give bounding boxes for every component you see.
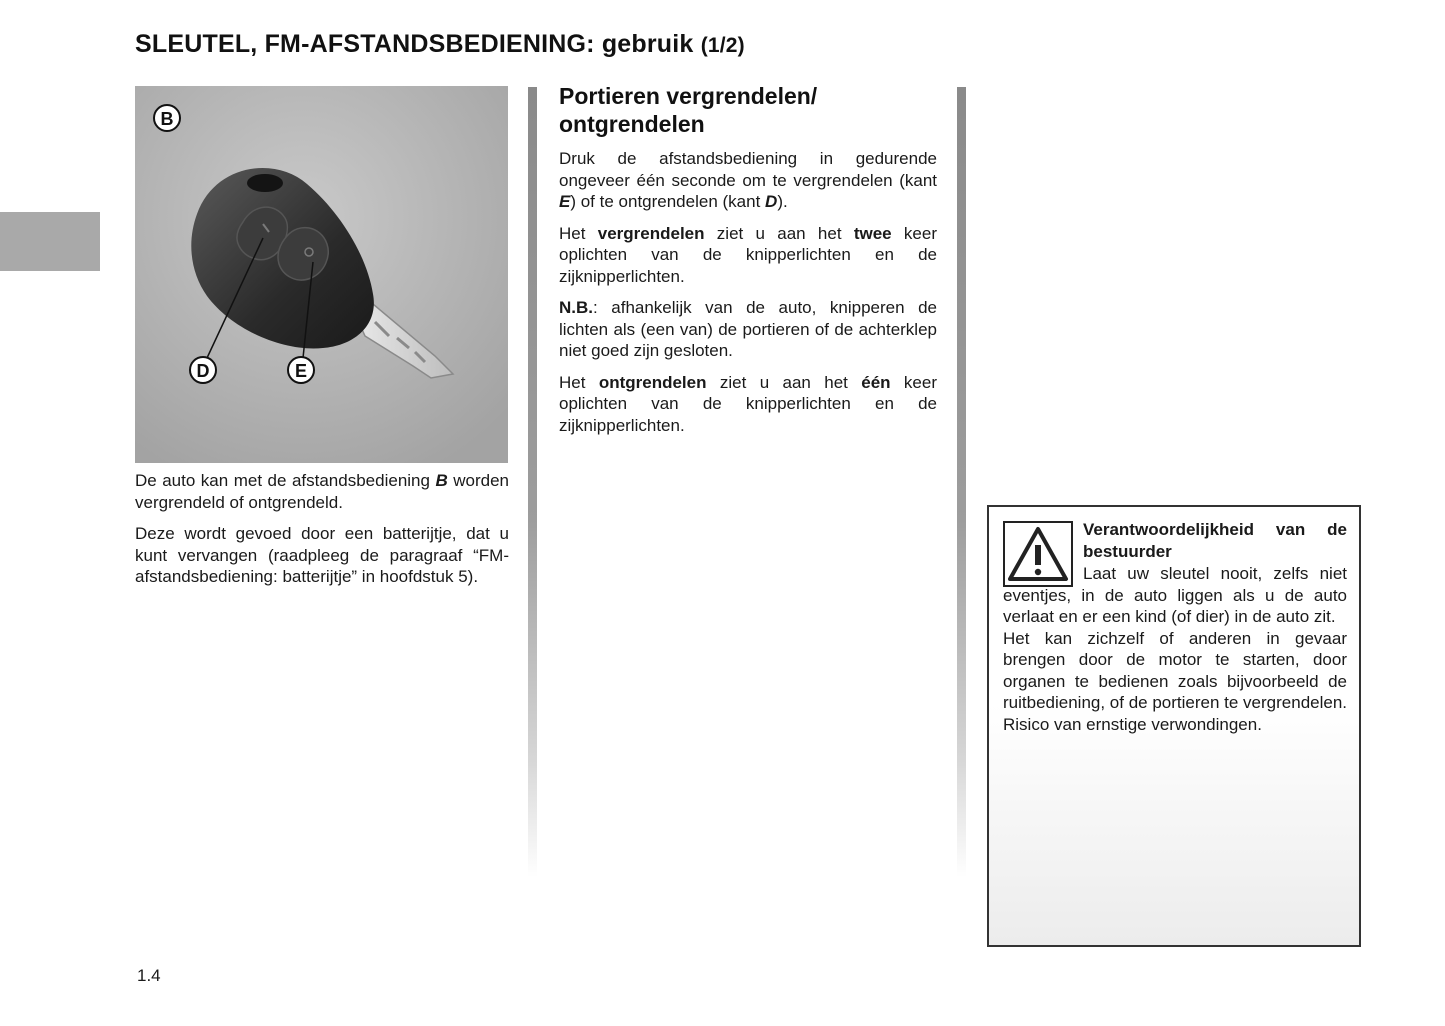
unlock-confirmation: Het ontgrendelen ziet u aan het één keer oplichten van de knipperlichten en de zijknipperlichten. — [559, 372, 937, 435]
warning-paragraph-2: Het kan zichzelf of anderen in gevaar brengen door de motor te starten, door organen te bedienen zoals bijvoorbeeld de ruitbediening, of de portieren te vergrendelen. — [1003, 628, 1348, 712]
middle-column — [559, 82, 937, 446]
warning-paragraph-1: Laat uw sleutel nooit, zelfs niet eventjes, in de auto liggen als u de auto verlaat en er een kind (of dier) in de auto zit. — [1003, 564, 1347, 626]
page-number: 1.4 — [137, 966, 161, 985]
title-part: (1/2) — [700, 34, 745, 57]
column-divider-left — [528, 87, 537, 877]
section-heading: Portieren vergrendelen/ ontgrendelen — [559, 83, 818, 137]
title-main: SLEUTEL, FM-AFSTANDSBEDIENING: gebruik — [135, 30, 694, 58]
lock-confirmation: Het vergrendelen ziet u aan het twee keer oplichten van de knipperlichten en de zijknipperlichten. — [559, 223, 937, 286]
driver-responsibility-warning — [987, 505, 1361, 947]
callout-e — [288, 357, 314, 383]
callout-d — [190, 357, 216, 383]
warning-title: Verantwoordelijkheid van de bestuurder — [1083, 520, 1347, 561]
key-ring-hole — [247, 174, 283, 192]
warning-paragraph-3: Risico van ernstige verwondingen. — [1003, 714, 1262, 734]
callout-b — [154, 105, 180, 131]
chapter-tab — [0, 212, 100, 271]
intro-paragraph-1: De auto kan met de afstandsbediening B worden vergrendeld of ontgrendeld. — [135, 471, 509, 512]
left-column — [135, 470, 509, 598]
remote-key-photo — [135, 86, 508, 463]
callout-e-text: E — [294, 361, 308, 381]
warning-triangle-icon — [1003, 521, 1073, 587]
callout-d-text: D — [196, 361, 210, 381]
column-divider-right — [957, 87, 966, 877]
intro-paragraph-2: Deze wordt gevoed door een batterijtje, dat u kunt vervangen (raadpleeg de paragraaf “FM-afstandsbediening: batterijtje” in hoofdstuk 5). — [135, 524, 509, 586]
callout-b-text: B — [160, 109, 174, 129]
lock-instructions: Druk de afstandsbediening in gedurende ongeveer één seconde om te vergrendelen (kant E) of te ontgrendelen (kant D). — [559, 149, 937, 211]
page-title — [135, 30, 745, 59]
remote-key-illustration — [135, 86, 508, 463]
note-paragraph: N.B.: afhankelijk van de auto, knipperen de lichten als (een van) de portieren of de achterklep niet goed zijn gesloten. — [559, 298, 937, 360]
